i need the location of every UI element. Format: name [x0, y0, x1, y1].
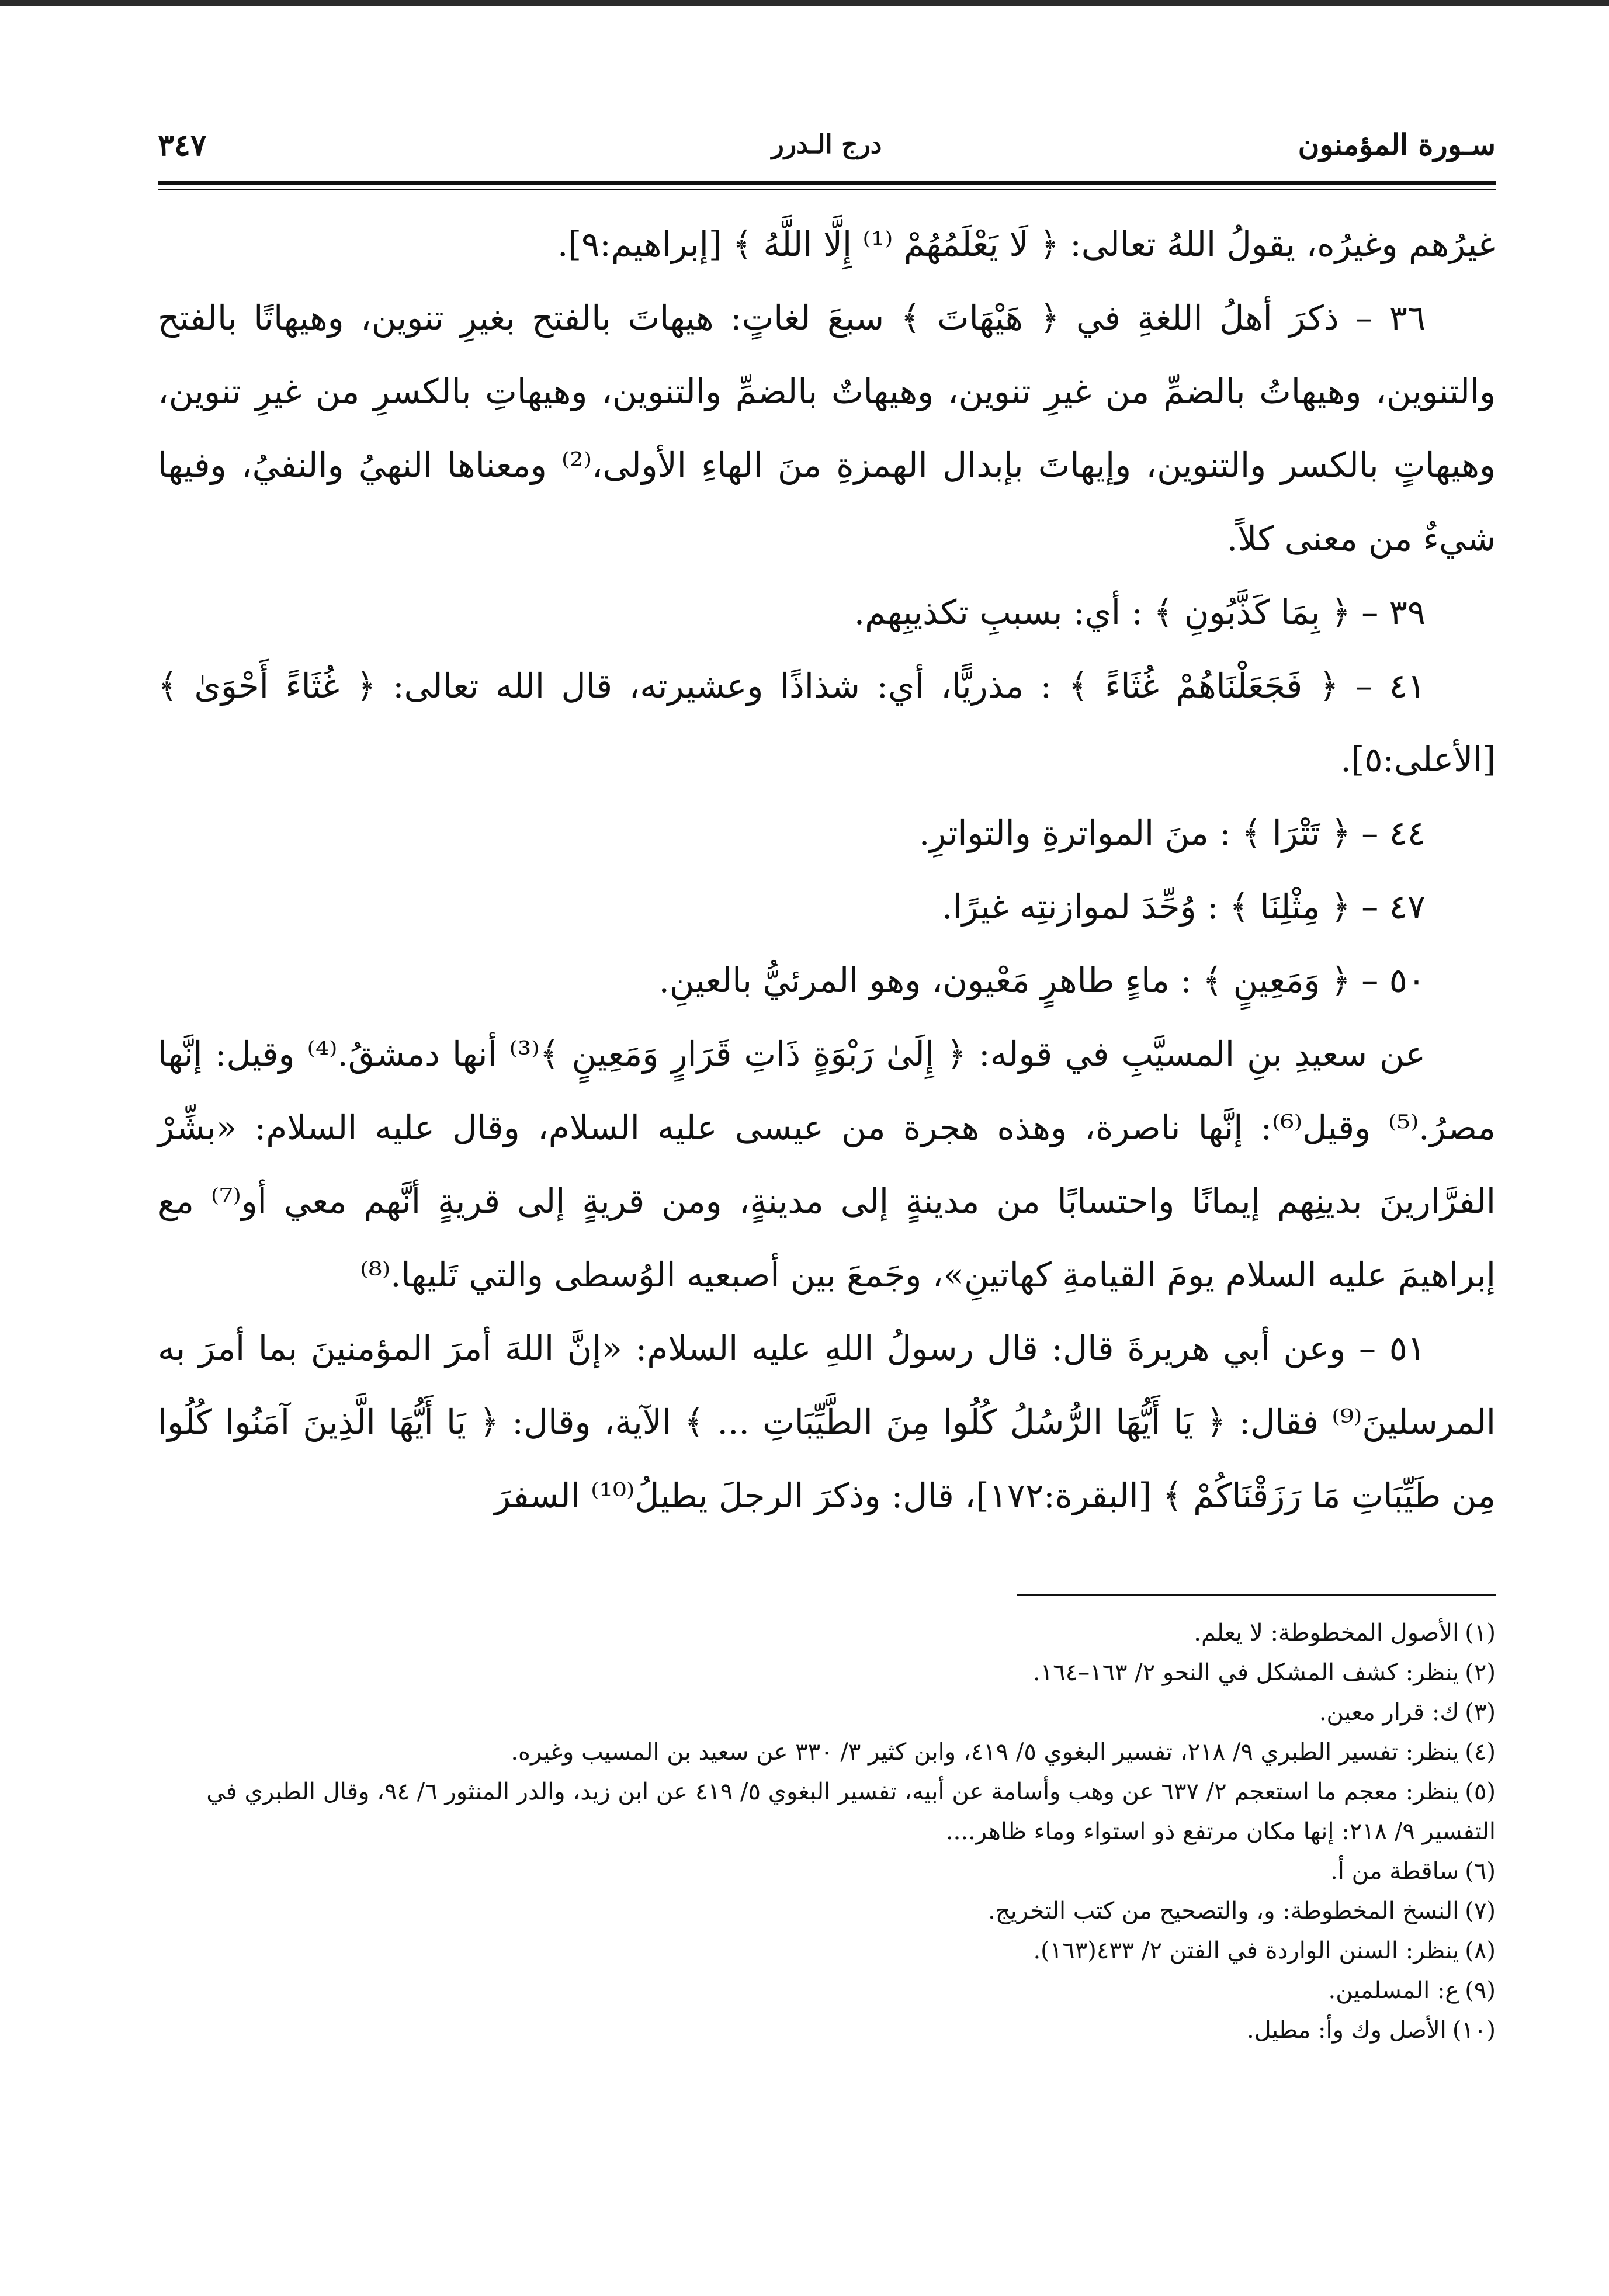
- footnote: [158, 2010, 1496, 2050]
- footnote-separator: [1017, 1594, 1496, 1596]
- footnote-text: ينظر: تفسير الطبري ٩/ ٢١٨، تفسير البغوي ٥/ ٤١٩، وابن كثير ٣/ ٣٣٠ عن سعيد بن المسيب وغيره.: [511, 1739, 1459, 1766]
- paragraph: ٤٤ – ﴿ تَتْرَا ﴾ : منَ المواترةِ والتواترِ.: [918, 813, 1426, 853]
- header-rule-thin: [158, 189, 1496, 190]
- footnote: [158, 1772, 1496, 1851]
- footnote-number: (٢): [1465, 1659, 1496, 1686]
- main-text: [158, 207, 1496, 1532]
- footnote-number: (٣): [1465, 1699, 1496, 1726]
- footnote-text: ينظر: كشف المشكل في النحو ٢/ ١٦٣–١٦٤.: [1032, 1659, 1459, 1686]
- footnote-number: (٥): [1465, 1778, 1496, 1805]
- paragraph: ٤١ – ﴿ فَجَعَلْنَاهُمْ غُثَاءً ﴾ : مذريًّا، أي: شذاذًا وعشيرته، قال الله تعالى: ﴿ غُثَاءً أَحْوَىٰ ﴾ [الأعلى:٥].: [158, 666, 1496, 779]
- paragraph: غيرُهم وغيرُه، يقولُ اللهُ تعالى: ﴿ لَا يَعْلَمُهُمْ ⁽¹⁾ إِلَّا اللَّهُ ﴾ [إبراهيم:٩].: [557, 224, 1496, 264]
- book-title: درج الـدرر: [771, 130, 882, 159]
- footnote-text: ك: قرار معين.: [1319, 1699, 1459, 1726]
- footnote-text: النسخ المخطوطة: و، والتصحيح من كتب التخريج.: [988, 1898, 1459, 1924]
- footnote: [158, 1931, 1496, 1971]
- footnote-number: (٧): [1465, 1898, 1496, 1924]
- paragraph: ٣٦ – ذكرَ أهلُ اللغةِ في ﴿ هَيْهَاتَ ﴾ سبعَ لغاتٍ: هيهاتَ بالفتح بغيرِ تنوين، وهيهاتًا بالفتح والتنوين، وهيهاتُ بالضمِّ من غيرِ تنوين، وهيهاتٌ بالضمِّ والتنوين، وهيهاتِ بالكسرِ من غيرِ تنوين، وهيهاتٍ بالكسر والتنوين، وإيهاتَ بإبدال الهمزةِ منَ الهاءِ الأولى،⁽²⁾ ومعناها النهيُ والنفيُ، وفيها شيءٌ من معنى كلاً.: [158, 298, 1496, 559]
- paragraph: ٥٠ – ﴿ وَمَعِينٍ ﴾ : ماءٍ طاهرٍ مَعْيون، وهو المرئيُّ بالعينِ.: [658, 960, 1426, 1000]
- footnote: [158, 1613, 1496, 1653]
- footnote: [158, 1653, 1496, 1692]
- footnote-number: (١٠): [1452, 2017, 1496, 2044]
- footnote-number: (٨): [1465, 1937, 1496, 1964]
- book-page: [158, 117, 1496, 2050]
- footnote-number: (٦): [1465, 1858, 1496, 1885]
- footnote: [158, 1692, 1496, 1732]
- footnote-number: (٩): [1465, 1977, 1496, 2004]
- footnote: [158, 1891, 1496, 1931]
- footnote-text: ينظر: السنن الواردة في الفتن ٢/ ٤٣٣(١٦٣).: [1033, 1937, 1459, 1964]
- footnote-text: ع: المسلمين.: [1328, 1977, 1459, 2004]
- footnote-number: (٤): [1465, 1739, 1496, 1766]
- footnote: [158, 1732, 1496, 1772]
- running-header: [158, 117, 1496, 181]
- page-number: ٣٤٧: [158, 127, 207, 163]
- paragraph: ٥١ – وعن أبي هريرةَ قال: قال رسولُ اللهِ عليه السلام: «إنَّ اللهَ أمرَ المؤمنينَ بما أمرَ به المرسلينَ⁽⁹⁾ فقال: ﴿ يَا أَيُّهَا الرُّسُلُ كُلُوا مِنَ الطَّيِّبَاتِ ... ﴾ الآية، وقال: ﴿ يَا أَيُّهَا الَّذِينَ آمَنُوا كُلُوا مِن طَيِّبَاتِ مَا رَزَقْنَاكُمْ ﴾ [البقرة:١٧٢]، قال: وذكرَ الرجلَ يطيلُ⁽¹⁰⁾ السفرَ: [158, 1329, 1496, 1515]
- footnote-text: ساقطة من أ.: [1330, 1858, 1459, 1885]
- footnote-text: الأصول المخطوطة: لا يعلم.: [1194, 1619, 1459, 1646]
- paragraph: عن سعيدِ بنِ المسيَّبِ في قوله: ﴿ إِلَىٰ رَبْوَةٍ ذَاتِ قَرَارٍ وَمَعِينٍ ﴾⁽³⁾ أنها دمشقُ.⁽⁴⁾ وقيل: إنَّها مصرُ.⁽⁵⁾ وقيل⁽⁶⁾: إنَّها ناصرة، وهذه هجرة من عيسى عليه السلام، وقال عليه السلام: «بشِّرْ الفرَّارينَ بدينِهم إيمانًا واحتسابًا من مدينةٍ إلى مدينةٍ، ومن قريةٍ إلى قريةٍ أنَّهم معي أو⁽⁷⁾ مع إبراهيمَ عليه السلام يومَ القيامةِ كهاتينِ»، وجَمعَ بين أصبعيه الوُسطى والتي تَليها.⁽⁸⁾: [158, 1034, 1496, 1295]
- footnote-text: الأصل وك وأ: مطيل.: [1246, 2017, 1447, 2044]
- footnote-text: ينظر: معجم ما استعجم ٢/ ٦٣٧ عن وهب وأسامة عن أبيه، تفسير البغوي ٥/ ٤١٩ عن ابن زيد، والدر المنثور ٦/ ٩٤، وقال الطبري في التفسير ٩/ ٢١٨: إنها مكان مرتفع ذو استواء وماء ظاهر....: [206, 1778, 1496, 1845]
- footnote-number: (١): [1465, 1619, 1496, 1646]
- footnote: [158, 1851, 1496, 1891]
- top-border-line: [0, 0, 1609, 6]
- surah-title: سـورة المؤمنون: [1298, 127, 1496, 162]
- footnote: [158, 1971, 1496, 2010]
- header-rule-thick: [158, 181, 1496, 185]
- footnotes: [158, 1613, 1496, 2050]
- paragraph: ٤٧ – ﴿ مِثْلِنَا ﴾ : وُحِّدَ لموازنتِه غيرًا.: [942, 887, 1426, 927]
- paragraph: ٣٩ – ﴿ بِمَا كَذَّبُونِ ﴾ : أي: بسببِ تكذيبِهم.: [854, 592, 1426, 632]
